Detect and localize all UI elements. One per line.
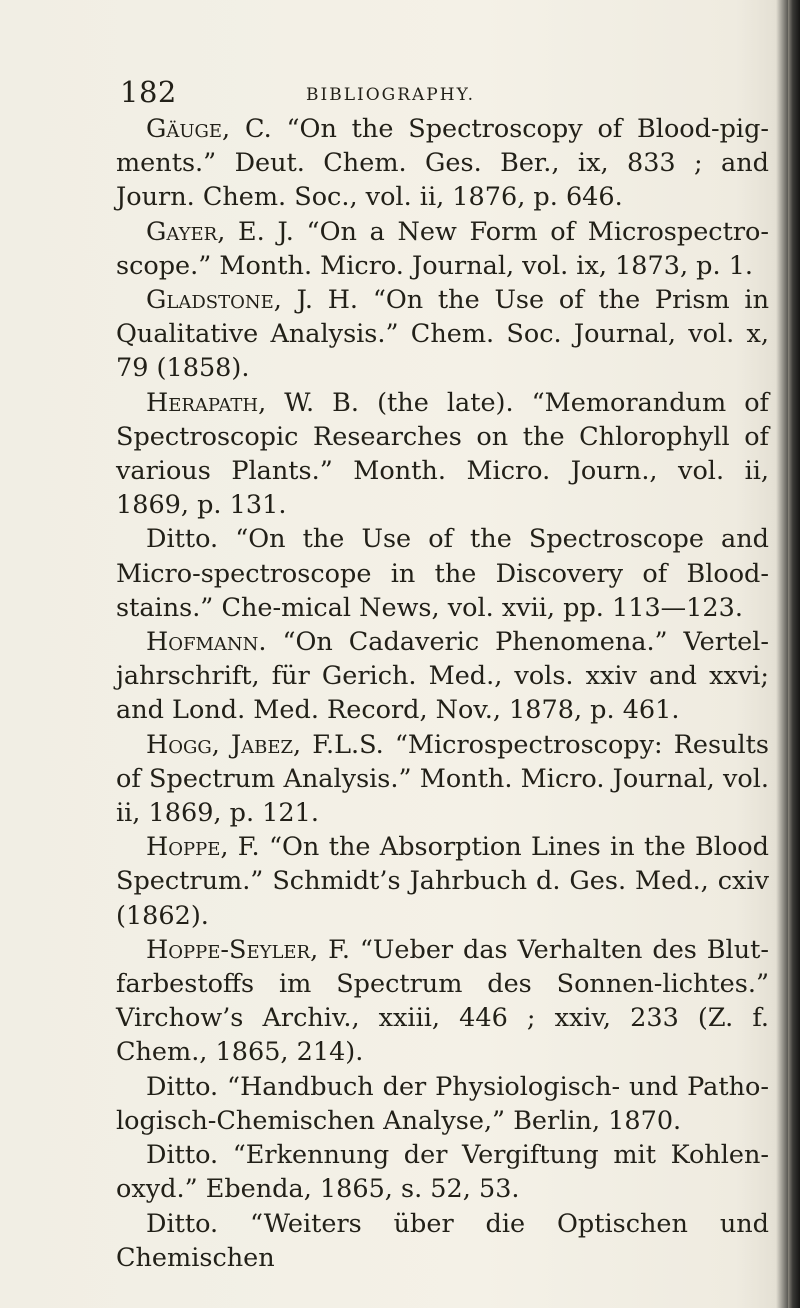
entry-text: “On the Use of the Prism in Qualitative Analysis.” Chem. Soc. Journal, vol. x, 79 (1858). bbox=[116, 285, 770, 384]
entry-text: “Ueber das Verhalten des Blut-farbestoffs im Spectrum des Sonnen-lichtes.” Virchow’s Archiv., xxiii, 446 ; xxiv, 233 (Z. f. Chem., 1865, 214). bbox=[116, 934, 769, 1068]
entry-author: Ditto. bbox=[146, 1208, 219, 1239]
entry-text: “Erkennung der Vergiftung mit Kohlen-oxyd.” Ebenda, 1865, s. 52, 53. bbox=[116, 1140, 769, 1205]
entry-text: “Weiters über die Optischen und Chemischen bbox=[116, 1208, 769, 1273]
entry-text: “On the Absorption Lines in the Blood Spectrum.” Schmidt’s Jahrbuch d. Ges. Med., cxiv (1862). bbox=[116, 832, 769, 931]
entry-author: Ditto. bbox=[146, 524, 219, 555]
entry-text: “On a New Form of Microspectro-scope.” Month. Micro. Journal, vol. ix, 1873, p. 1. bbox=[116, 216, 769, 281]
entry-text: “On the Spectroscopy of Blood-pig-ments.” Deut. Chem. Ges. Ber., ix, 833 ; and Journ. Chem. Soc., vol. ii, 1876, p. 646. bbox=[116, 114, 770, 213]
running-head: BIBLIOGRAPHY. bbox=[306, 85, 475, 105]
bibliography-entry bbox=[116, 283, 769, 386]
entry-author: Hogg, Jabez, F.L.S. bbox=[146, 729, 384, 760]
bibliography-list bbox=[116, 112, 769, 1275]
entry-author: Ditto. bbox=[146, 1071, 219, 1102]
entry-author: Gayer, E. J. bbox=[146, 216, 294, 247]
entry-text: “On the Use of the Spectroscope and Micro-spectroscope in the Discovery of Blood-stains.” Che-mical News, vol. xvii, pp. 113—123. bbox=[116, 524, 769, 623]
entry-author: Gladstone, J. H. bbox=[146, 285, 359, 316]
entry-author: Hofmann. bbox=[146, 627, 267, 658]
entry-author: Ditto. bbox=[146, 1140, 219, 1171]
bibliography-entry bbox=[116, 830, 769, 933]
entry-text: “Microspectroscopy: Results of Spectrum Analysis.” Month. Micro. Journal, vol. ii, 1869, p. 121. bbox=[116, 729, 769, 829]
entry-author: Gäuge, C. bbox=[146, 114, 272, 144]
bibliography-entry bbox=[116, 625, 769, 728]
bibliography-entry bbox=[116, 933, 769, 1070]
entry-author: Hoppe-Seyler, F. bbox=[146, 934, 350, 965]
entry-author: Herapath, W. B. bbox=[146, 387, 360, 418]
entry-text: (the late). “Memorandum of Spectroscopic Researches on the Chlorophyll of various Plants.” Month. Micro. Journ., vol. ii, 1869, p. 131. bbox=[116, 387, 769, 521]
bibliography-entry bbox=[116, 728, 769, 831]
entry-text: “On Cadaveric Phenomena.” Vertel-jahrschrift, für Gerich. Med., vols. xxiv and xxvi; and Lond. Med. Record, Nov., 1878, p. 461. bbox=[116, 627, 770, 726]
bibliography-entry bbox=[116, 215, 769, 283]
page-edge-shadow bbox=[788, 0, 800, 1308]
page-header bbox=[120, 72, 680, 112]
bibliography-entry bbox=[116, 1070, 769, 1138]
entry-author: Hoppe, F. bbox=[146, 832, 260, 863]
bibliography-entry bbox=[116, 386, 769, 523]
bibliography-entry bbox=[116, 1138, 769, 1206]
bibliography-entry bbox=[116, 522, 769, 625]
bibliography-entry bbox=[116, 112, 769, 215]
bibliography-entry bbox=[116, 1207, 769, 1275]
page-number: 182 bbox=[120, 75, 177, 109]
entry-text: “Handbuch der Physiologisch- und Patho-logisch-Chemischen Analyse,” Berlin, 1870. bbox=[116, 1071, 769, 1136]
